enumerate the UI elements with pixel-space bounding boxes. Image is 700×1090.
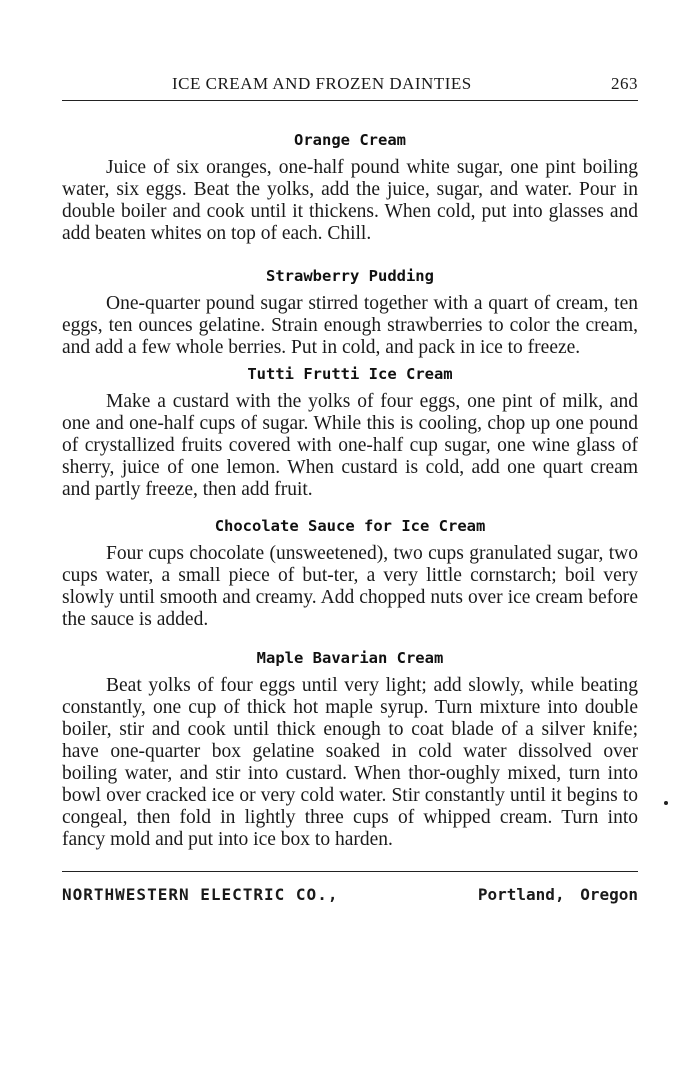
book-page [62, 70, 638, 906]
chapter-title: ICE CREAM AND FROZEN DAINTIES [172, 74, 472, 93]
recipe-body-maple-bavarian: Beat yolks of four eggs until very light; add slowly, while beating constantly, one cup of thick hot maple syrup. Turn mixture into double boiler, stir and cook until thick enough to coat blade of a silver knife; have one-quarter box gelatine soaked in cold water dissolved over boiling water, and stir into custard. When thor-oughly mixed, turn into bowl over cracked ice or very cold water. Stir constantly until it begins to congeal, then fold in lightly three cups of whipped cream. Turn into fancy mold and put into ice box to harden. [62, 675, 638, 850]
recipe-body-tutti-frutti: Make a custard with the yolks of four eggs, one pint of milk, and one and one-half cups of sugar. While this is cooling, chop up one pound of crystallized fruits covered with one-half cup sugar, one wine glass of sherry, juice of one lemon. When custard is cold, add one quart cream and partly freeze, then add fruit. [62, 391, 638, 500]
recipe-body-strawberry-pudding: One-quarter pound sugar stirred together with a quart of cream, ten eggs, ten ounces gelatine. Strain enough strawberries to color the cream, and add a few whole berries. Put in cold, and pack in ice to freeze. [62, 293, 638, 358]
recipe-title-maple-bavarian: Maple Bavarian Cream [256, 649, 444, 667]
recipe-title-strawberry-pudding: Strawberry Pudding [266, 267, 434, 285]
ink-speck [664, 801, 668, 805]
footer-rule [62, 871, 638, 872]
recipe-body-orange-cream: Juice of six oranges, one-half pound white sugar, one pint boiling water, six eggs. Beat the yolks, add the juice, sugar, and water. Pour in double boiler and cook until it thickens. When cold, put into glasses and add beaten whites on top of each. Chill. [62, 157, 638, 244]
page-footer [62, 884, 638, 906]
running-head [62, 70, 638, 100]
footer-location: Portland, Oregon [477, 885, 638, 904]
recipe-title-chocolate-sauce: Chocolate Sauce for Ice Cream [214, 517, 486, 535]
recipe-title-orange-cream: Orange Cream [294, 131, 406, 149]
header-rule [62, 100, 638, 101]
footer-company: NORTHWESTERN ELECTRIC CO., [62, 885, 339, 904]
recipe-title-tutti-frutti: Tutti Frutti Ice Cream [247, 365, 453, 383]
page-number: 263 [611, 74, 638, 93]
recipe-body-chocolate-sauce: Four cups chocolate (unsweetened), two cups granulated sugar, two cups water, a small piece of but-ter, a very little cornstarch; boil very slowly until smooth and creamy. Add chopped nuts over ice cream before the sauce is added. [62, 543, 638, 630]
